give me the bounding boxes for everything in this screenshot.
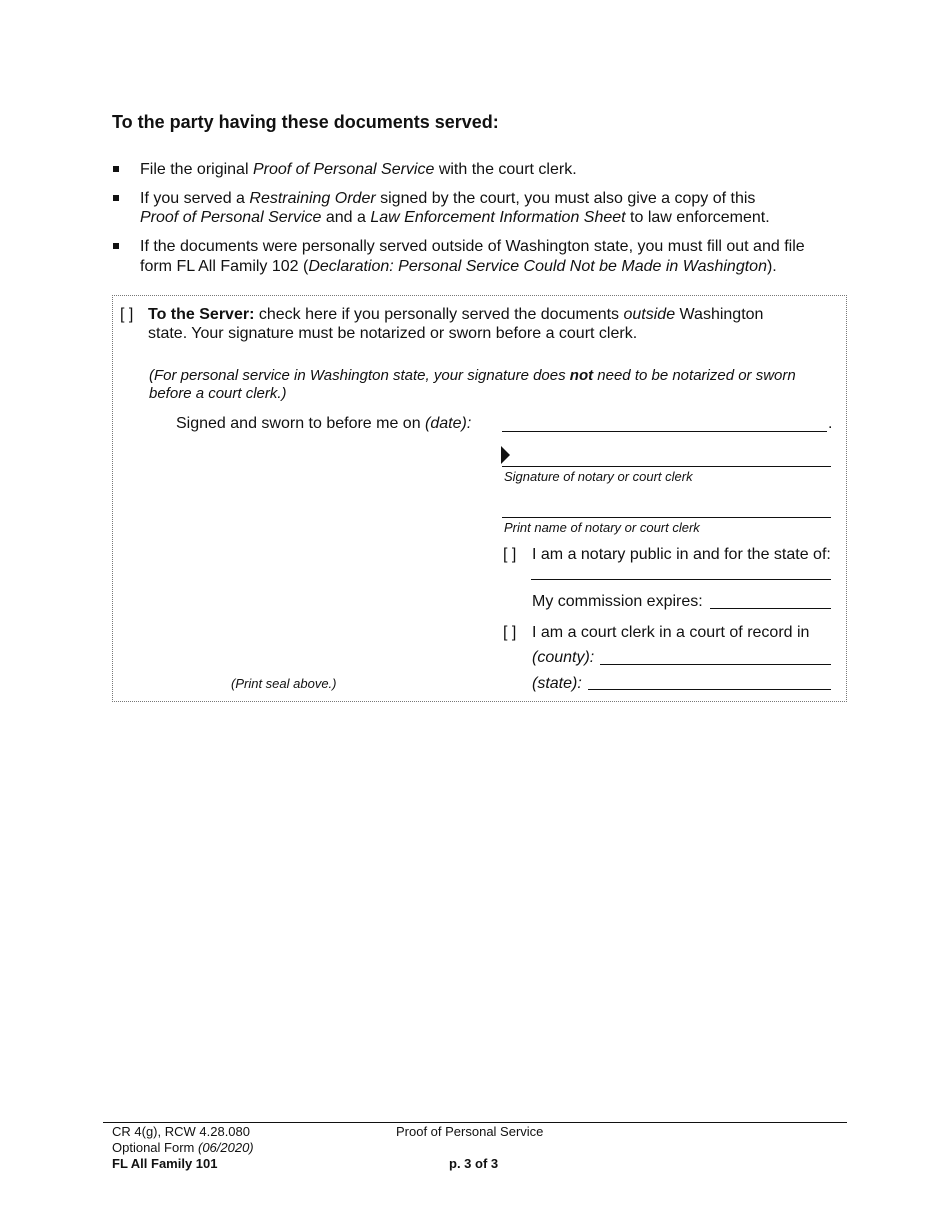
notary-print-name-field[interactable] <box>502 517 831 518</box>
clerk-checkbox[interactable]: [ ] <box>503 624 517 641</box>
footer-rule <box>103 1122 847 1123</box>
clerk-label: I am a court clerk in a court of record in <box>532 624 810 641</box>
washington-note-line-1: (For personal service in Washington state, your signature does not need to be notarized or sworn <box>149 367 796 384</box>
bullet-3-line-1: If the documents were personally served outside of Washington state, you must fill out and file <box>140 238 805 255</box>
sign-here-arrow-icon <box>501 446 510 464</box>
sworn-date-field[interactable] <box>502 431 827 432</box>
county-field[interactable] <box>600 664 831 665</box>
county-label: (county): <box>532 649 595 666</box>
bullet-icon <box>112 166 120 174</box>
commission-expires-field[interactable] <box>710 608 831 609</box>
notary-signature-field[interactable] <box>502 466 831 467</box>
footer-optional-form: Optional Form (06/2020) <box>112 1140 254 1155</box>
footer-page-number: p. 3 of 3 <box>449 1156 499 1171</box>
server-instruction-line-2: state. Your signature must be notarized or sworn before a court clerk. <box>148 325 638 342</box>
commission-label: My commission expires: <box>532 593 703 610</box>
seal-caption: (Print seal above.) <box>231 676 337 691</box>
period: . <box>828 415 833 432</box>
bullet-3-line-2: form FL All Family 102 (Declaration: Personal Service Could Not be Made in Washington). <box>140 258 777 275</box>
washington-note-line-2: before a court clerk.) <box>149 385 287 402</box>
bullet-icon <box>112 195 120 203</box>
instructions-heading: To the party having these documents served: <box>112 112 499 132</box>
state-label: (state): <box>532 675 582 692</box>
state-field[interactable] <box>588 689 831 690</box>
bullet-2-line-1: If you served a Restraining Order signed by the court, you must also give a copy of this <box>140 190 756 207</box>
footer-form-id: FL All Family 101 <box>112 1156 218 1171</box>
notary-label: I am a notary public in and for the state of: <box>532 546 831 563</box>
print-name-caption: Print name of notary or court clerk <box>504 520 700 535</box>
bullet-2-line-2: Proof of Personal Service and a Law Enforcement Information Sheet to law enforcement. <box>140 209 770 226</box>
footer-title: Proof of Personal Service <box>396 1124 544 1139</box>
server-instruction-line-1: To the Server: check here if you personally served the documents outside Washington <box>148 306 764 323</box>
notary-checkbox[interactable]: [ ] <box>503 546 517 563</box>
footer-rule-citation: CR 4(g), RCW 4.28.080 <box>112 1124 250 1139</box>
notary-state-field[interactable] <box>531 579 831 580</box>
bullet-icon <box>112 243 120 251</box>
bullet-1-text: File the original Proof of Personal Service with the court clerk. <box>140 161 577 178</box>
signature-caption: Signature of notary or court clerk <box>504 469 693 484</box>
sworn-date-label: Signed and sworn to before me on (date): <box>176 415 472 432</box>
server-checkbox[interactable]: [ ] <box>120 306 134 323</box>
